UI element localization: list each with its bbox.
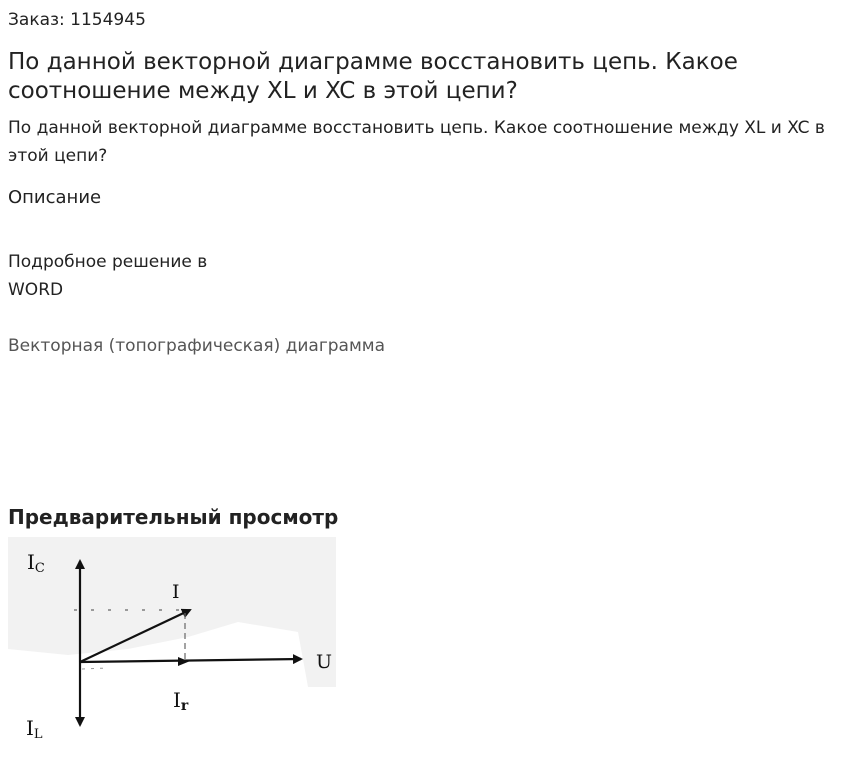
description-heading: Описание bbox=[8, 187, 102, 208]
dashed-origin bbox=[82, 668, 108, 669]
u-vector bbox=[80, 659, 301, 662]
solution-text: Подробное решение в WORD bbox=[8, 252, 208, 300]
label-ic: IC bbox=[27, 550, 45, 576]
preview-heading: Предварительный просмотр bbox=[8, 505, 339, 529]
question-text: По данной векторной диаграмме восстановить цепь. Какое соотношение между XL и XC в этой цепи? bbox=[8, 118, 825, 166]
label-ir: Ir bbox=[173, 688, 189, 714]
label-u: U bbox=[316, 651, 333, 673]
preview-image bbox=[8, 537, 338, 752]
label-i: I bbox=[172, 581, 180, 603]
diagram-background bbox=[8, 537, 336, 687]
order-number: Заказ: 1154945 bbox=[8, 10, 146, 30]
page-title: По данной векторной диаграмме восстановить цепь. Какое соотношение между XL и XC в этой цепи? bbox=[8, 49, 738, 104]
ir-arrowhead bbox=[178, 657, 189, 666]
diagram-caption: Векторная (топографическая) диаграмма bbox=[8, 336, 386, 356]
vector-diagram bbox=[8, 537, 338, 752]
label-il: IL bbox=[26, 716, 43, 742]
